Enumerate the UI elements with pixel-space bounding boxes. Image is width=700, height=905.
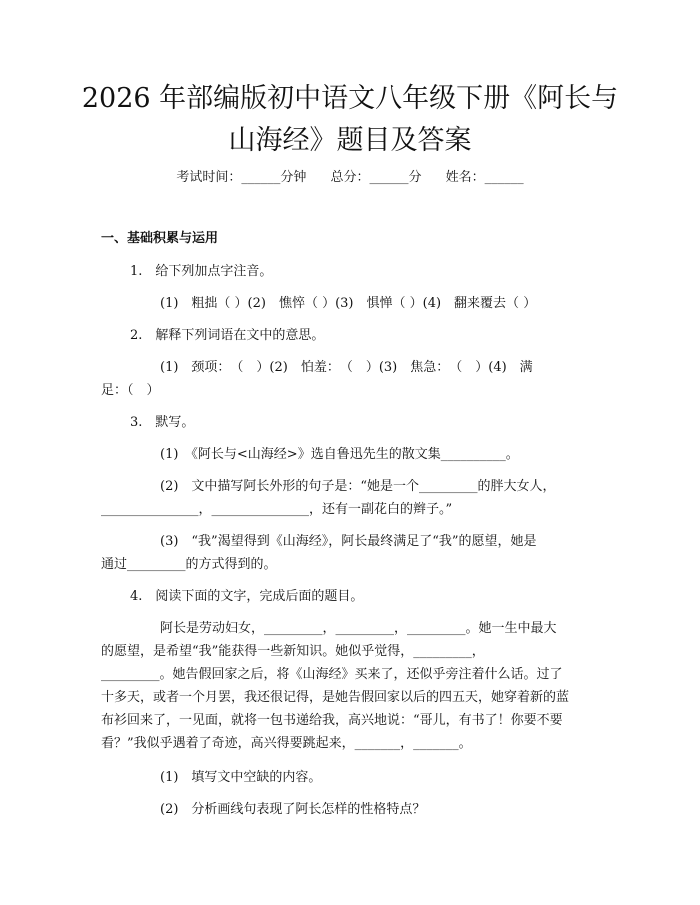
question-2-stem: 2. 解释下列词语在文中的意思。 bbox=[130, 328, 325, 343]
question-3-a: (1) 《阿长与<山海经>》选自鲁迅先生的散文集__________。 bbox=[160, 447, 519, 462]
question-3-b-line-2: _______________，_______________，还有一副花白的辫子。” bbox=[101, 502, 453, 517]
passage-line-3: _________。她告假回家之后，将《山海经》买来了，还似乎旁注着什么话。过了 bbox=[101, 667, 563, 682]
passage-line-2: 的愿望，是希望“我”能获得一些新知识。她似乎觉得，_________， bbox=[101, 644, 485, 659]
question-3-stem: 3. 默写。 bbox=[130, 415, 195, 430]
passage-line-1: 阿长是劳动妇女，_________，_________，_________。她一生中最大 bbox=[160, 621, 557, 636]
question-4-sub-2: (2) 分析画线句表现了阿长怎样的性格特点？ bbox=[160, 802, 426, 817]
exam-score: 总分：______分 bbox=[330, 170, 422, 185]
passage-line-5: 布衫回来了，一见面，就将一包书递给我，高兴地说：“哥儿，有书了！你要不要 bbox=[101, 713, 563, 728]
title-line-2: 山海经》题目及答案 bbox=[228, 125, 472, 156]
section-heading: 一、基础积累与运用 bbox=[101, 231, 219, 246]
exam-name: 姓名：______ bbox=[445, 170, 524, 185]
passage-line-4: 十多天，或者一个月罢，我还很记得，是她告假回家以后的四五天，她穿着新的蓝 bbox=[101, 690, 570, 705]
question-2-line-1: (1) 颈项： （ ）(2) 怕羞： （ ）(3) 焦急： （ ）(4) 满 bbox=[160, 360, 533, 375]
question-3-c-line-1: (3) “我”渴望得到《山海经》，阿长最终满足了“我”的愿望，她是 bbox=[160, 534, 537, 549]
exam-time: 考试时间：______分钟 bbox=[176, 170, 307, 185]
title-line-1: 2026 年部编版初中语文八年级下册《阿长与 bbox=[81, 83, 619, 114]
question-1-items: (1) 粗拙（ ）(2) 憔悴（ ）(3) 惧惮（ ）(4) 翻来覆去（ ） bbox=[160, 296, 537, 311]
question-4-stem: 4. 阅读下面的文字，完成后面的题目。 bbox=[130, 589, 364, 604]
question-1-stem: 1. 给下列加点字注音。 bbox=[130, 264, 273, 279]
page-title bbox=[60, 78, 640, 162]
exam-meta bbox=[0, 168, 700, 188]
question-3-b-line-1: (2) 文中描写阿长外形的句子是：“她是一个_________的胖大女人， bbox=[160, 479, 556, 494]
question-4-sub-1: (1) 填写文中空缺的内容。 bbox=[160, 770, 322, 785]
question-3-c-line-2: 通过_________的方式得到的。 bbox=[101, 557, 277, 572]
question-2-line-2: 足：（ ） bbox=[101, 383, 160, 398]
passage-line-6: 看？”我似乎遇着了奇迹，高兴得要跳起来，_______，_______。 bbox=[101, 736, 472, 751]
